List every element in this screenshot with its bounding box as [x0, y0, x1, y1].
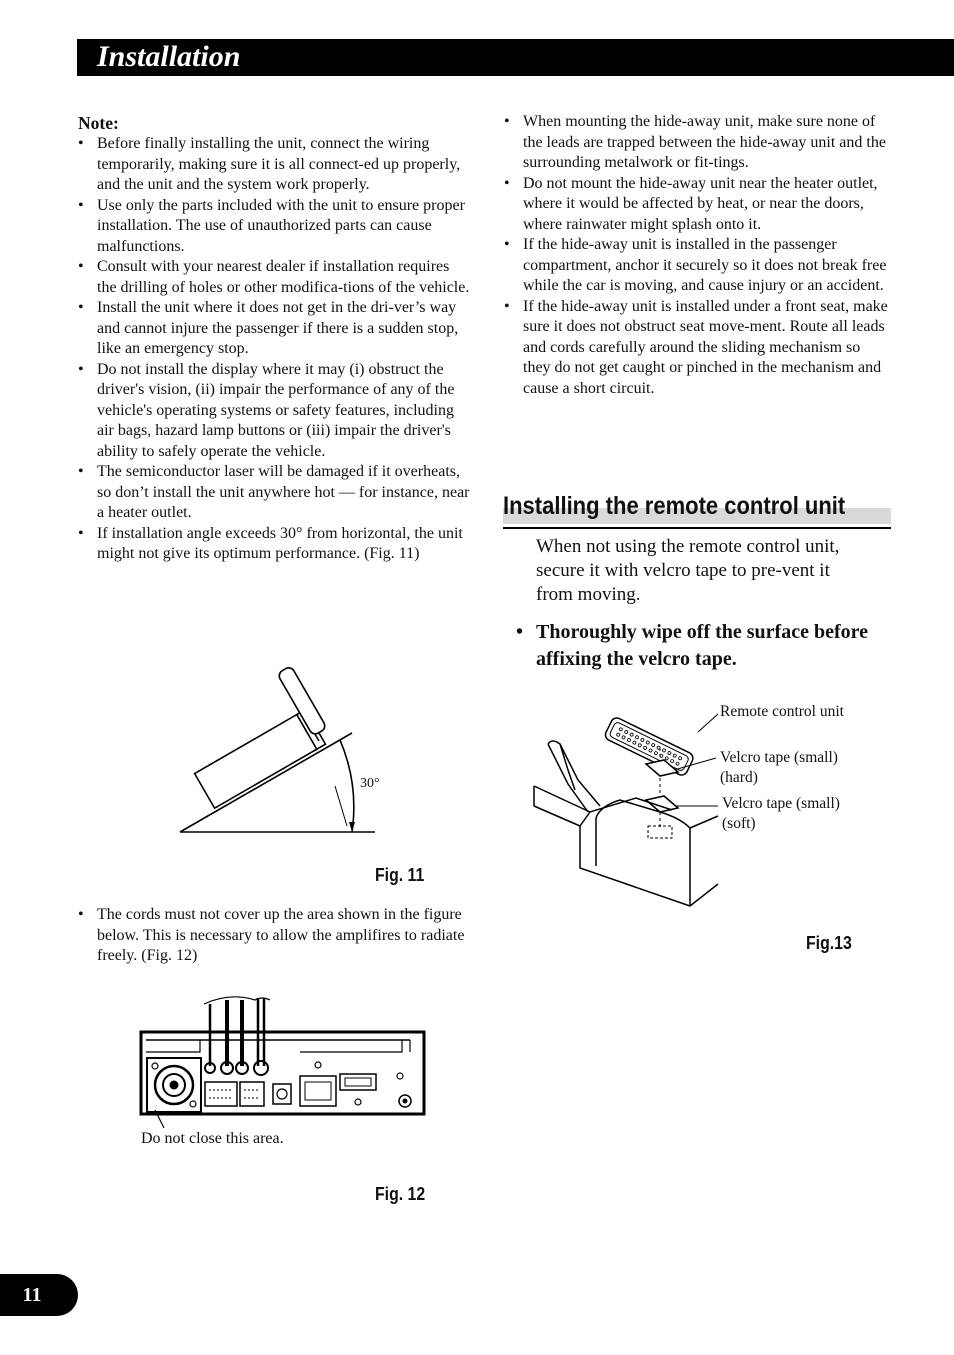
- fig13-label-remote: Remote control unit: [720, 703, 844, 720]
- note-item: • The cords must not cover up the area shown in the figure below. This is necessary to allow the amplifires to radiate freely. (Fig. 12): [78, 905, 470, 967]
- page-number-tab: [0, 1274, 78, 1316]
- note-item: • Consult with your nearest dealer if installation requires the drilling of holes or other modifica-tions of the vehicle.: [78, 257, 470, 298]
- bold-instruction: • Thoroughly wipe off the surface before affixing the velcro tape.: [516, 621, 869, 670]
- note-item: • When mounting the hide-away unit, make sure none of the leads are trapped between the hide-away unit and the surrounding metalwork or fit-tings.: [504, 112, 890, 174]
- fig13-label-velcro-hard: Velcro tape (small) (hard): [720, 749, 838, 786]
- page-title: Installation: [97, 40, 241, 73]
- note-item: • The semiconductor laser will be damaged if it overheats, so don’t install the unit anywhere hot — for instance, near a heater outlet.: [78, 462, 470, 524]
- note-item: • Do not install the display where it may (i) obstruct the driver's vision, (ii) impair the performance of any of the vehicle's operating systems or safety features, including air bags, hazard lamp buttons or (iii) impair the driver's ability to safely operate the vehicle.: [78, 360, 470, 463]
- remote-paragraph: When not using the remote control unit, secure it with velcro tape to pre-vent it from moving.: [536, 536, 840, 605]
- note-item: • If the hide-away unit is installed in the passenger compartment, anchor it securely so it does not break free while the car is moving, and cause injury or an accident.: [504, 235, 890, 297]
- fig11-angle-label: 30°: [360, 776, 380, 791]
- fig13-caption: Fig.13: [806, 933, 852, 953]
- note-item: • Install the unit where it does not get in the dri-ver’s way and cannot injure the passenger if there is a sudden stop, like an emergency stop.: [78, 298, 470, 360]
- fig13-label-velcro-soft: Velcro tape (small) (soft): [722, 795, 840, 832]
- section-heading-text: Installing the remote control unit: [503, 492, 846, 520]
- note-item: • If installation angle exceeds 30° from horizontal, the unit might not give its optimum performance. (Fig. 11): [78, 524, 470, 565]
- note-title: Note:: [78, 113, 119, 133]
- note-item: • Use only the parts included with the unit to ensure proper installation. The use of unauthorized parts can cause malfunctions.: [78, 196, 470, 258]
- bold-instruction-text: Thoroughly wipe off the surface before affixing the velcro tape.: [536, 621, 869, 670]
- note-item: • If the hide-away unit is installed under a front seat, make sure it does not obstruct seat move-ment. Route all leads and cords carefully around the sliding mechanism so they do not get caught or pinched in the mechanism and cause a short circuit.: [504, 297, 890, 400]
- note-item: • Before finally installing the unit, connect the wiring temporarily, making sure it is all connect-ed up properly, and the unit and the system work properly.: [78, 134, 470, 196]
- fig11-caption: Fig. 11: [375, 865, 425, 885]
- fig12-caption: Fig. 12: [375, 1184, 426, 1204]
- page-number: 11: [22, 1284, 42, 1306]
- note-item: • Do not mount the hide-away unit near the heater outlet, where it would be affected by heat, or near the doors, where rainwater might splash onto it.: [504, 174, 890, 236]
- fig12-label: Do not close this area.: [141, 1130, 284, 1147]
